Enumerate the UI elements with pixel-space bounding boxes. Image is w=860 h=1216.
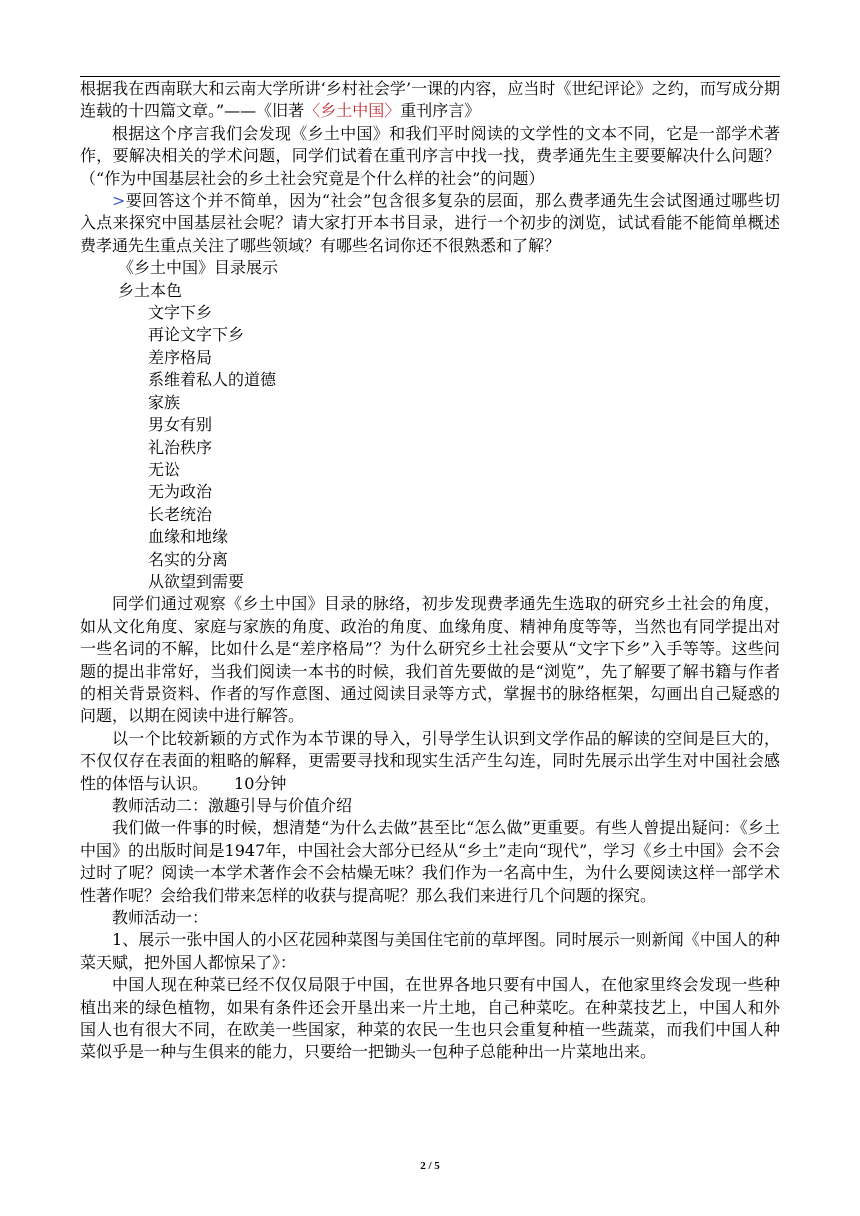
toc-item: 名实的分离 [148, 549, 229, 569]
page-number: 2 / 5 [420, 1160, 440, 1172]
section-heading-activity-two: 教师活动二：激趣引导与价值介绍 [112, 796, 353, 815]
document-body [80, 78, 780, 1064]
section-heading-activity-one: 教师活动一： [112, 908, 209, 928]
time-label: 10分钟 [234, 773, 287, 793]
book-title-highlight: 〈乡土中国〉 [304, 101, 401, 121]
paragraph-toc-analysis: 同学们通过观察《乡土中国》目录的脉络，初步发现费孝通先生选取的研究乡土社会的角度，如从文化角度、家庭与家族的角度、政治的角度、血缘角度、精神角度等等，当然也有同学提出对一些名词的不解，比如什么是“差序格局”？为什么研究乡土社会要从“文字下乡”入手等等。这些问题的提出非常好，当我们阅读一本书的时候，我们首先要做的是“浏览”，先了解要了解书籍与作者的相关背景资料、作者的写作意图、通过阅读目录等方式，掌握书的脉络框架，勾画出自己疑惑的问题，以期在阅读中进行解答。 [80, 594, 780, 726]
quote-text-end: 重刊序言》 [400, 101, 481, 121]
paragraph-activity-item: 1、展示一张中国人的小区花园种菜图与美国住宅前的草坪图。同时展示一则新闻《中国人的种菜天赋，把外国人都惊呆了》： [80, 930, 780, 972]
toc-item: 再论文字下乡 [148, 325, 245, 345]
toc-item: 差序格局 [148, 347, 213, 367]
paragraph-quote [80, 78, 780, 123]
paragraph-motivation: 我们做一件事的时候，想清楚“为什么去做”甚至比“怎么做”更重要。有些人曾提出疑问：《乡土中国》的出版时间是1947年，中国社会大部分已经从“乡土”走向“现代”，学习《乡土中国》会不会过时了呢？阅读一本学术著作会不会枯燥无味？我们作为一名高中生，为什么要阅读这样一部学术性著作呢？会给我们带来怎样的收获与提高呢？那么我们来进行几个问题的探究。 [80, 818, 780, 905]
toc-item: 系维着私人的道德 [148, 370, 277, 390]
paragraph-question [80, 190, 780, 257]
toc-item: 礼治秩序 [148, 437, 213, 457]
toc-heading: 《乡土中国》目录展示 [118, 258, 279, 278]
toc-item: 血缘和地缘 [148, 527, 229, 547]
question-text: 要回答这个并不简单，因为“社会”包含很多复杂的层面，那么费孝通先生会试图通过哪些切入点来探究中国基层社会呢？请大家打开本书目录，进行一个初步的浏览，试试看能不能简单概述费孝通先生重点关注了哪些领域？有哪些名词你还不很熟悉和了解？ [80, 191, 780, 255]
top-rule [80, 76, 780, 77]
toc-item: 无讼 [148, 459, 181, 479]
toc-item: 从欲望到需要 [148, 571, 245, 591]
paragraph-news-excerpt: 中国人现在种菜已经不仅仅局限于中国，在世界各地只要有中国人，在他家里终会发现一些种植出来的绿色植物，如果有条件还会开垦出来一片土地，自己种菜吃。在种菜技艺上，中国人和外国人也有很大不同，在欧美一些国家，种菜的农民一生也只会重复种植一些蔬菜，而我们中国人种菜似乎是一种与生俱来的能力，只要给一把锄头一包种子总能种出一片菜地出来。 [80, 975, 780, 1062]
toc-item: 乡土本色 [118, 280, 183, 300]
toc-item: 无为政治 [148, 482, 213, 502]
toc-item: 家族 [148, 392, 181, 412]
toc-item: 男女有别 [148, 415, 213, 435]
toc-item: 长老统治 [148, 504, 213, 524]
paragraph-intro-summary [80, 728, 780, 795]
marker-icon: > [112, 191, 126, 211]
paragraph-preface: 根据这个序言我们会发现《乡土中国》和我们平时阅读的文学性的文本不同，它是一部学术著作，要解决相关的学术问题，同学们试着在重刊序言中找一找，费孝通先生主要要解决什么问题？（“作为中国基层社会的乡土社会究竟是个什么样的社会”的问题） [80, 123, 780, 188]
toc-item: 文字下乡 [148, 303, 213, 323]
intro-summary-text: 以一个比较新颖的方式作为本节课的导入，引导学生认识到文学作品的解读的空间是巨大的，不仅仅存在表面的粗略的解释，更需要寻找和现实生活产生勾连，同时先展示出学生对中国社会感性的体悟与认识。 [80, 728, 780, 793]
quote-text: 根据我在西南联大和云南大学所讲‘乡村社会学’一课的内容，应当时《世纪评论》之约，而写成分期连载的十四篇文章。”——《旧著 [80, 79, 780, 121]
